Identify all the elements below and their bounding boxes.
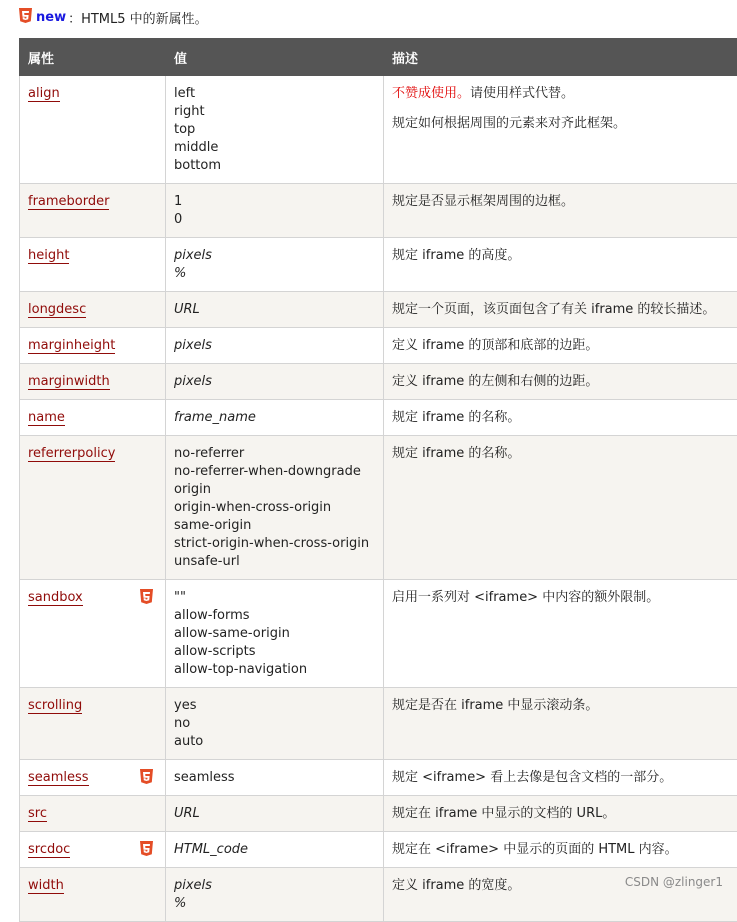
table-row [20,688,737,760]
value-item: seamless [174,769,375,787]
description-text [392,769,731,787]
value-item: unsafe-url [174,553,375,571]
value-cell [166,400,384,436]
description-cell [384,400,737,436]
table-row [20,760,737,796]
value-item: origin [174,481,375,499]
value-item: auto [174,733,375,751]
attribute-cell [20,832,166,868]
value-item: allow-forms [174,607,375,625]
description-text [392,373,731,391]
table-row [20,364,737,400]
html5-notice [19,7,208,27]
description-line: 规定在 <iframe> 中显示的页面的 HTML 内容。 [392,842,678,857]
value-item: right [174,103,375,121]
value-item: pixels [174,337,375,355]
attribute-link-srcdoc[interactable]: srcdoc [28,842,70,858]
description-line: 规定在 iframe 中显示的文档的 URL。 [392,806,615,821]
attribute-link-marginheight[interactable]: marginheight [28,338,115,354]
attribute-link-name[interactable]: name [28,410,65,426]
attribute-cell [20,238,166,292]
attribute-link-width[interactable]: width [28,878,64,894]
description-line: 启用一系列对 <iframe> 中内容的额外限制。 [392,590,659,605]
value-item: URL [174,805,375,823]
attribute-link-align[interactable]: align [28,86,60,102]
description-cell [384,760,737,796]
value-item: strict-origin-when-cross-origin [174,535,375,553]
value-item: yes [174,697,375,715]
html5-icon [140,769,153,790]
attribute-link-scrolling[interactable]: scrolling [28,698,82,714]
value-item: bottom [174,157,375,175]
value-item: no [174,715,375,733]
attribute-cell [20,796,166,832]
description-cell [384,184,737,238]
value-cell [166,796,384,832]
attribute-cell [20,364,166,400]
description-line: 规定是否显示框架周围的边框。 [392,194,574,209]
value-cell [166,184,384,238]
attribute-link-sandbox[interactable]: sandbox [28,590,83,606]
attribute-link-marginwidth[interactable]: marginwidth [28,374,110,390]
value-cell [166,832,384,868]
table-row [20,292,737,328]
table-row [20,832,737,868]
value-cell [166,688,384,760]
description-text [392,85,731,103]
description-cell [384,238,737,292]
value-item: allow-top-navigation [174,661,375,679]
table-row [20,436,737,580]
description-text [392,115,731,133]
value-cell [166,436,384,580]
table-row [20,76,737,184]
description-line: 请使用样式代替。 [470,86,574,101]
description-cell [384,292,737,328]
table-row [20,238,737,292]
value-item: frame_name [174,409,375,427]
table-header-row [20,39,737,76]
table-row [20,400,737,436]
value-item: middle [174,139,375,157]
value-item: HTML_code [174,841,375,859]
html5-icon [140,589,153,610]
header-description: 描述 [384,39,737,76]
value-item: allow-scripts [174,643,375,661]
description-text [392,589,731,607]
description-text [392,193,731,211]
value-item: no-referrer [174,445,375,463]
iframe-attributes-table [19,38,737,922]
attribute-cell [20,580,166,688]
attribute-link-height[interactable]: height [28,248,69,264]
value-item: pixels [174,373,375,391]
html5-icon [140,841,153,862]
value-item: "" [174,589,375,607]
attribute-link-src[interactable]: src [28,806,47,822]
table-row [20,580,737,688]
attribute-cell [20,292,166,328]
value-item: top [174,121,375,139]
value-item: same-origin [174,517,375,535]
description-cell [384,580,737,688]
description-text [392,337,731,355]
description-line: 规定一个页面，该页面包含了有关 iframe 的较长描述。 [392,302,715,317]
value-item: 1 [174,193,375,211]
value-item: % [174,265,375,283]
value-cell [166,328,384,364]
value-item: left [174,85,375,103]
csdn-watermark: CSDN @zlinger1 [625,875,723,889]
attribute-link-longdesc[interactable]: longdesc [28,302,86,318]
description-cell [384,328,737,364]
description-cell [384,796,737,832]
attribute-link-seamless[interactable]: seamless [28,770,89,786]
value-cell [166,580,384,688]
description-line: 规定 <iframe> 看上去像是包含文档的一部分。 [392,770,672,785]
attribute-cell [20,76,166,184]
value-item: origin-when-cross-origin [174,499,375,517]
value-item: no-referrer-when-downgrade [174,463,375,481]
description-line: 定义 iframe 的顶部和底部的边距。 [392,338,598,353]
value-item: pixels [174,247,375,265]
attribute-cell [20,436,166,580]
description-cell [384,364,737,400]
attribute-cell [20,760,166,796]
attribute-cell [20,400,166,436]
value-item: % [174,895,375,913]
value-item: allow-same-origin [174,625,375,643]
description-line: 规定 iframe 的高度。 [392,248,520,263]
table-row [20,328,737,364]
value-cell [166,76,384,184]
description-line: 规定如何根据周围的元素来对齐此框架。 [392,116,626,131]
attribute-cell [20,868,166,922]
attribute-link-frameborder[interactable]: frameborder [28,194,109,210]
header-attribute: 属性 [20,39,166,76]
description-cell [384,76,737,184]
value-cell [166,238,384,292]
description-line: 定义 iframe 的左侧和右侧的边距。 [392,374,598,389]
attribute-cell [20,328,166,364]
value-item: 0 [174,211,375,229]
html5-icon [19,8,32,27]
table-row [20,796,737,832]
description-cell [384,688,737,760]
description-line: 规定是否在 iframe 中显示滚动条。 [392,698,598,713]
description-text [392,445,731,463]
value-cell [166,292,384,328]
description-line: 规定 iframe 的名称。 [392,446,520,461]
value-cell [166,760,384,796]
value-item: pixels [174,877,375,895]
description-line: 规定 iframe 的名称。 [392,410,520,425]
header-value: 值 [166,39,384,76]
new-tag: new [36,10,66,25]
description-text [392,841,731,859]
description-cell [384,832,737,868]
description-text [392,697,731,715]
description-text [392,247,731,265]
attribute-link-referrerpolicy[interactable]: referrerpolicy [28,446,115,462]
attribute-cell [20,688,166,760]
notice-text: ：HTML5 中的新属性。 [68,8,208,27]
description-text [392,805,731,823]
value-cell [166,364,384,400]
description-text [392,301,731,319]
description-line: 定义 iframe 的宽度。 [392,878,520,893]
description-cell [384,436,737,580]
value-item: URL [174,301,375,319]
value-cell [166,868,384,922]
description-text [392,409,731,427]
deprecated-label: 不赞成使用。 [392,86,470,101]
table-row [20,184,737,238]
attribute-cell [20,184,166,238]
